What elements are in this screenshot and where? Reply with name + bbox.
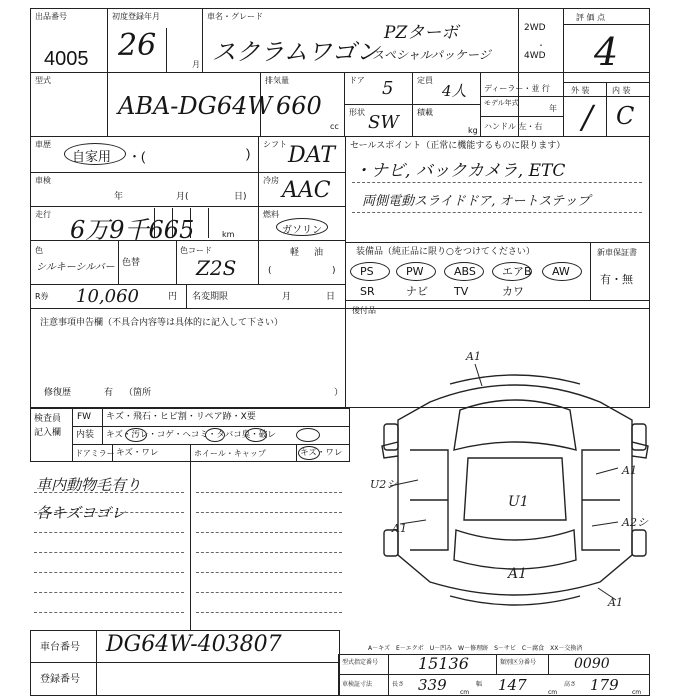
color-label: 色	[35, 246, 43, 255]
ruled-line	[34, 592, 184, 593]
width-value: 147	[498, 676, 527, 694]
displacement-label: 排気量	[265, 76, 289, 85]
fuel-paren-close: )	[332, 266, 336, 276]
exterior-grade: /	[582, 98, 593, 136]
grade-line2: スペシャルパッケージ	[372, 48, 491, 62]
inspector-label-top: 検査員	[34, 414, 62, 424]
divider	[30, 206, 345, 207]
equipment-item: ナビ	[406, 285, 428, 298]
sales-line1: ・ナビ, バックカメラ, ETC	[354, 161, 566, 181]
recycle-label: R券	[35, 292, 49, 301]
divider	[345, 300, 650, 301]
repair-close: ）	[334, 388, 344, 398]
divider	[496, 654, 497, 674]
ruled-line	[196, 612, 342, 613]
doors-label: ドア	[349, 76, 365, 85]
mark-circle	[298, 446, 320, 460]
divider	[338, 674, 650, 675]
divider	[30, 136, 650, 137]
divider	[296, 444, 297, 462]
diagram-mark: A2シ	[622, 516, 648, 529]
displacement-unit: cc	[330, 122, 339, 131]
fuel-light: 軽	[290, 248, 300, 258]
first-reg-month-unit: 月	[192, 60, 200, 69]
width-label: 幅	[476, 681, 483, 688]
interior-label: 内 装	[612, 86, 631, 95]
equipment-item: AW	[552, 265, 570, 278]
name-change-month: 月	[282, 292, 292, 302]
equipment-item: PW	[406, 265, 424, 278]
ac-value: AAC	[282, 178, 331, 203]
doors-value: 5	[382, 78, 394, 99]
dims-label: 車検証寸法	[342, 681, 373, 688]
first-reg-year: 26	[118, 28, 157, 63]
type-cert-value: 15136	[418, 654, 469, 673]
inspector-row-mirror-head: ドアミラー	[75, 449, 115, 458]
inspector-row-wheel-text: キズ・ワレ	[300, 448, 343, 458]
inspection-year: 年	[114, 192, 124, 202]
inspector-row-fw-text: キズ・飛石・ヒビ割・リペア跡・X要	[106, 412, 256, 422]
divider	[30, 72, 650, 73]
divider	[606, 82, 607, 136]
divider	[480, 116, 563, 117]
divider	[388, 654, 389, 696]
drive-2wd: 2WD	[524, 23, 546, 33]
ac-label: 冷房	[263, 176, 279, 185]
history-suffix: ・(	[128, 149, 146, 164]
diagram-mark: A1	[508, 566, 528, 582]
chassis-value: DG64W-403807	[106, 632, 282, 657]
diagram-mark: A1	[392, 522, 407, 535]
divider	[258, 136, 259, 240]
length-unit: cm	[460, 689, 470, 696]
divider	[186, 284, 187, 308]
equipment-item: PS	[360, 265, 374, 278]
note-line-2: 各キズヨゴレ	[36, 504, 126, 522]
recycle-value: 10,060	[76, 286, 139, 307]
divider	[563, 96, 650, 97]
sales-label: セールスポイント（正常に機能するものに限ります）	[350, 141, 566, 151]
grade-line1: PZターボ	[384, 23, 459, 43]
damage-legend: A－キズ E－エクボ U－凹み W－修理跡 S－サビ C－腐食 XX－交換済	[368, 645, 583, 652]
reg-label: 登録番号	[40, 674, 80, 685]
divider	[258, 240, 259, 284]
divider	[344, 104, 480, 105]
width-unit: cm	[548, 689, 558, 696]
diagram-mark: U1	[508, 494, 529, 510]
length-value: 339	[418, 676, 447, 694]
interior-grade: C	[616, 102, 635, 130]
equipment-item: ABS	[454, 265, 476, 278]
inspection-month: 月(	[176, 192, 189, 202]
handle-label: ハンドル 左・右	[484, 122, 543, 131]
shift-label: シフト	[263, 140, 287, 149]
lot-no: 4005	[44, 48, 89, 70]
divider	[118, 240, 119, 284]
type-cert-label: 型式指定番号	[342, 659, 379, 666]
warranty-value: 有・無	[600, 273, 633, 286]
load-label: 積載	[417, 108, 433, 117]
ruled-line	[34, 612, 184, 613]
divider	[345, 136, 346, 408]
inspection-label: 車検	[35, 176, 51, 185]
ruled-line	[196, 512, 342, 513]
ruled-line	[196, 492, 342, 493]
ruled-line	[34, 572, 184, 573]
divider	[590, 242, 591, 300]
color-change-label: 色替	[122, 258, 141, 268]
divider	[563, 8, 564, 136]
divider	[72, 444, 350, 445]
inspector-row-interior-head: 内装	[76, 430, 95, 440]
height-value: 179	[590, 676, 619, 694]
digit-divider	[154, 208, 155, 238]
height-label: 高さ	[564, 681, 577, 688]
displacement-value: 660	[276, 92, 322, 120]
divider	[548, 654, 549, 674]
color-code-value: Z2S	[196, 256, 237, 280]
type-label: 型式	[35, 76, 51, 85]
divider	[166, 28, 167, 72]
equipment-item: SR	[360, 285, 375, 298]
capacity-label: 定員	[417, 76, 433, 85]
divider	[96, 630, 97, 696]
divider	[190, 444, 191, 462]
ruled-line	[34, 532, 184, 533]
fuel-label: 燃料	[263, 210, 279, 219]
diagram-mark: A1	[608, 596, 623, 609]
repair-label: 修復歴	[44, 388, 72, 398]
diagram-mark: U2シ	[370, 478, 398, 491]
inspector-row-interior-text: キズ・汚レ・コゲ・ヘコミ・タバコ臭・破レ	[106, 430, 276, 440]
inspector-row-mirror-text: キズ・ワレ	[116, 448, 159, 458]
divider	[30, 284, 345, 285]
chassis-label: 車台番号	[40, 642, 80, 653]
equipment-item: カワ	[502, 285, 524, 298]
exterior-label: 外 装	[571, 86, 590, 95]
ruled-line	[196, 552, 342, 553]
note-line-1: 車内動物毛有り	[36, 476, 142, 494]
name-change-day: 日	[326, 292, 336, 302]
shape-label: 形状	[349, 108, 365, 117]
digit-divider	[172, 208, 173, 238]
mark-circle	[125, 428, 147, 442]
score-label: 評 価 点	[576, 13, 606, 22]
divider	[480, 72, 481, 136]
shape-value: SW	[368, 112, 399, 133]
divider	[30, 662, 340, 663]
warranty-label: 新車保証書	[597, 248, 637, 257]
diagram-mark: A1	[622, 464, 637, 477]
recycle-unit: 円	[168, 292, 178, 302]
class-label: 類別区分番号	[500, 659, 537, 666]
history-label: 車歴	[35, 140, 51, 149]
repair-value: 有	[104, 388, 114, 398]
divider	[107, 8, 108, 136]
drive-4wd: 4WD	[524, 51, 546, 61]
dealer-label: ディーラー・並 行	[484, 84, 550, 93]
aftermarket-label: 後付品	[352, 306, 376, 315]
divider	[345, 242, 650, 243]
inspector-row-wheel-head: ホイール・キャップ	[194, 449, 266, 458]
load-unit: kg	[468, 126, 478, 135]
mileage-unit: km	[222, 230, 235, 239]
equipment-item: エアB	[502, 265, 532, 278]
shift-value: DAT	[288, 143, 335, 168]
divider	[202, 8, 203, 72]
divider	[176, 240, 177, 284]
digit-divider	[190, 208, 191, 238]
history-value: 自家用	[72, 149, 112, 164]
divider	[72, 426, 350, 427]
divider	[30, 172, 345, 173]
divider	[563, 24, 650, 25]
ruled-line	[34, 552, 184, 553]
name-change-label: 名変期限	[192, 292, 229, 302]
color-value: シルキーシルバー	[36, 262, 115, 273]
first-reg-label: 初度登録年月	[112, 12, 160, 21]
fuel-value: ガソリン	[282, 225, 322, 236]
mark-circle	[205, 428, 225, 442]
mark-circle	[296, 428, 320, 442]
height-unit: cm	[632, 689, 642, 696]
divider	[30, 308, 650, 309]
fuel-oil: 油	[314, 248, 324, 258]
equipment-label: 装備品（純正品に限り○をつけてください）	[356, 247, 535, 257]
divider	[72, 408, 73, 462]
car-damage-diagram	[370, 350, 660, 620]
repair-location: （箇所	[124, 388, 152, 398]
divider	[480, 96, 563, 97]
class-value: 0090	[574, 656, 610, 672]
color-code-label: 色コード	[180, 246, 212, 255]
year-unit: 年	[549, 104, 557, 113]
diagram-mark: A1	[466, 350, 481, 363]
inspector-label-bottom: 記入欄	[34, 428, 62, 438]
type-value: ABA-DG64W	[118, 92, 273, 120]
equipment-item: TV	[454, 285, 469, 298]
drive-dot: ・	[537, 41, 545, 50]
ruled-line	[196, 592, 342, 593]
mark-circle	[245, 428, 267, 442]
ruled-line	[352, 182, 642, 183]
model-grade-label: 車名・グレード	[207, 12, 263, 21]
mileage-label: 走行	[35, 210, 51, 219]
ruled-line	[352, 212, 642, 213]
model-name: スクラムワゴン	[212, 38, 380, 66]
score: 4	[594, 30, 619, 74]
inspection-day: 日)	[234, 192, 247, 202]
length-label: 長さ	[392, 681, 405, 688]
inspector-row-fw-head: FW	[77, 412, 92, 422]
mileage-value: 6万9千665	[70, 216, 195, 244]
ruled-line	[196, 532, 342, 533]
sales-line2: 両側電動スライドドア, オートステップ	[362, 194, 591, 209]
caution-label: 注意事項申告欄（不具合内容等は具体的に記入して下さい）	[40, 318, 284, 328]
history-close: )	[246, 146, 251, 161]
divider	[102, 408, 103, 444]
fuel-paren-open: (	[268, 266, 272, 276]
capacity-value: 4人	[442, 82, 467, 100]
lot-no-label: 出品番号	[35, 12, 67, 21]
divider	[190, 462, 191, 630]
digit-divider	[208, 208, 209, 238]
ruled-line	[196, 572, 342, 573]
model-year-label: モデル年式	[484, 99, 519, 107]
